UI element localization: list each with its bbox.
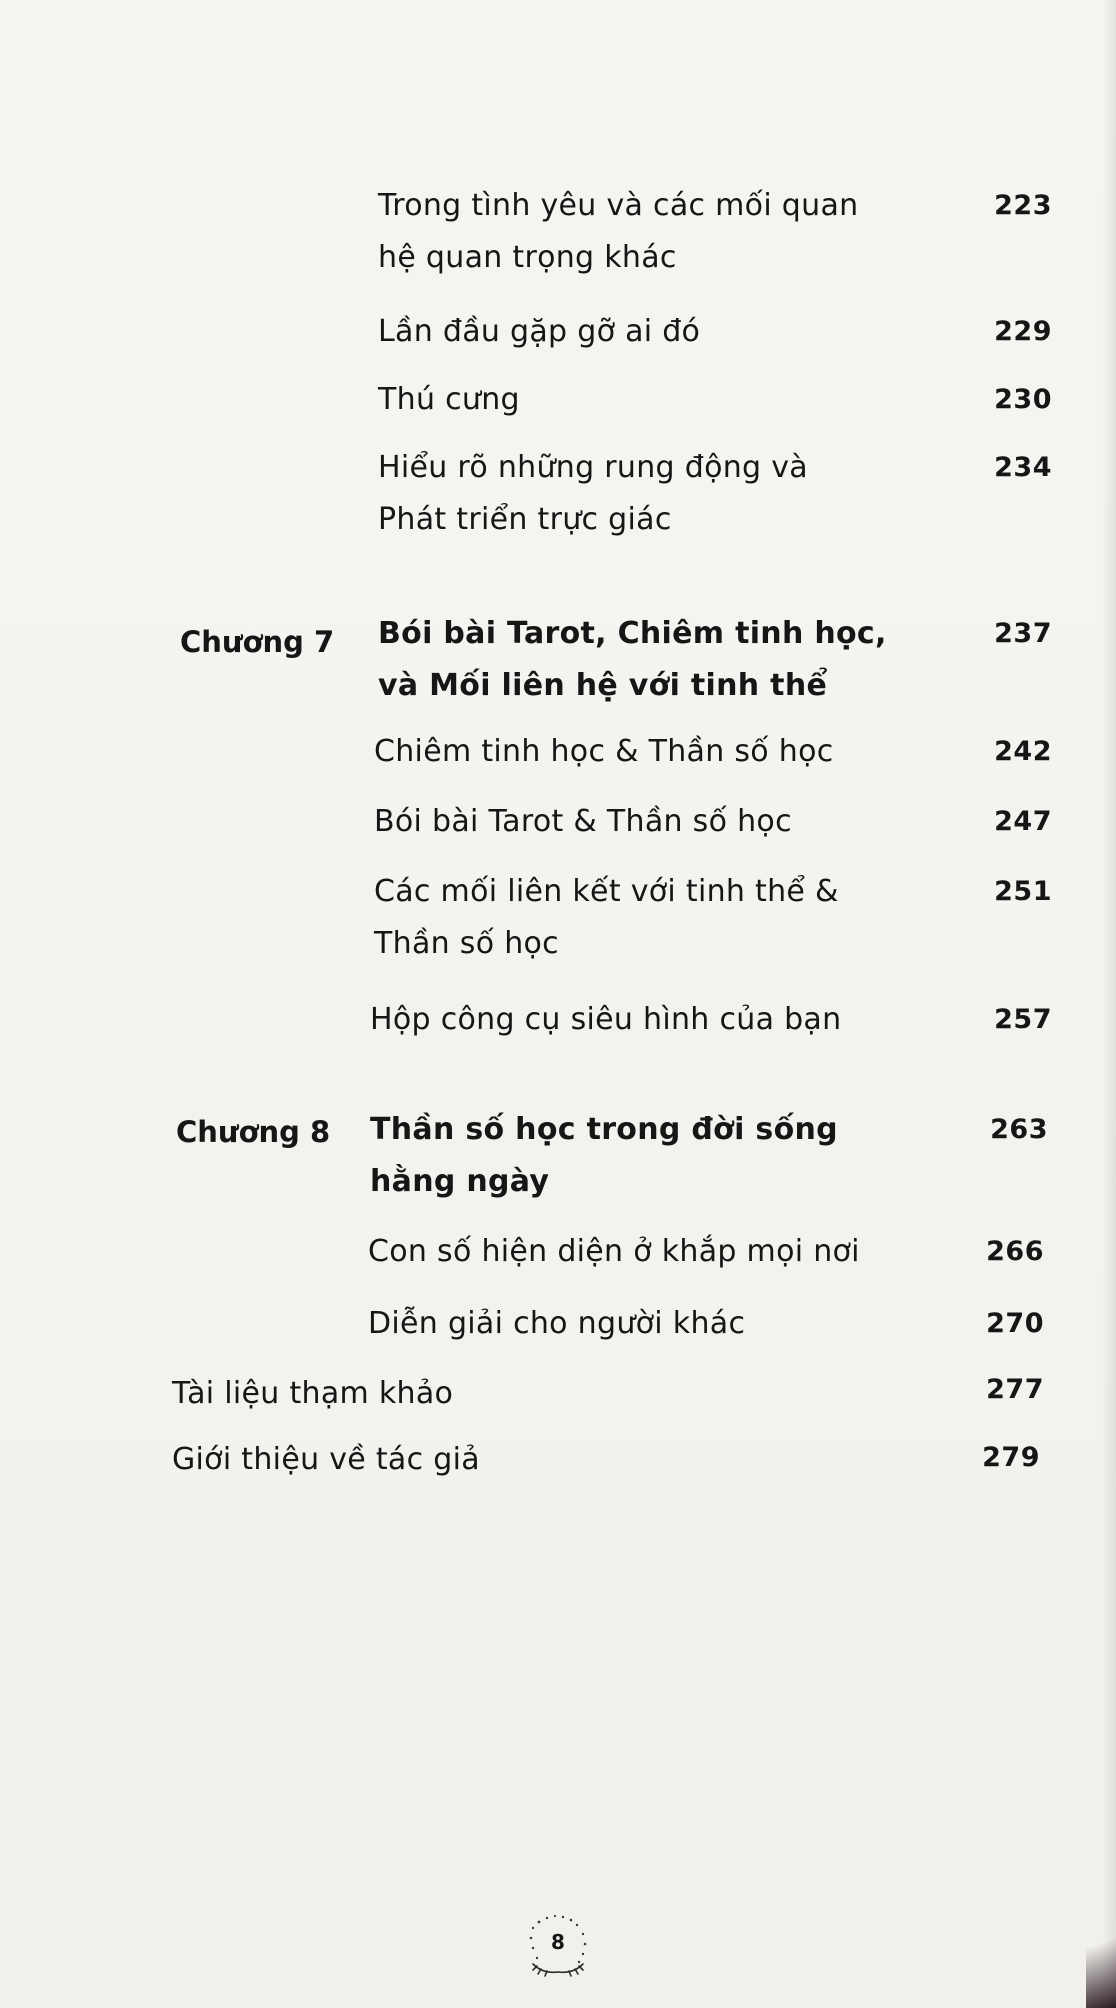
- chapter-label: Chương 7: [180, 625, 335, 659]
- entry-title-line: Phát triển trực giác: [378, 502, 672, 537]
- entry-page-number: 230: [994, 384, 1052, 415]
- entry-title-line: Thú cưng: [378, 382, 520, 417]
- entry-title-line: Con số hiện diện ở khắp mọi nơi: [368, 1234, 860, 1269]
- chapter-title-line: và Mối liên hệ với tinh thể: [378, 668, 828, 703]
- entry-page-number: 270: [986, 1308, 1044, 1339]
- chapter-label: Chương 8: [176, 1115, 331, 1149]
- entry-title-line: Thần số học: [374, 926, 559, 961]
- entry-page-number: 247: [994, 806, 1052, 837]
- entry-page-number: 279: [982, 1442, 1040, 1473]
- entry-title-line: Diễn giải cho người khác: [368, 1306, 746, 1341]
- entry-page-number: 263: [990, 1114, 1048, 1145]
- entry-page-number: 229: [994, 316, 1052, 347]
- entry-title-line: Tài liệu thạm khảo: [172, 1376, 454, 1411]
- page-edge-shadow: [1102, 0, 1116, 2008]
- chapter-title-line: Bói bài Tarot, Chiêm tinh học,: [378, 616, 887, 651]
- entry-title-line: Chiêm tinh học & Thần số học: [374, 734, 834, 769]
- entry-title-line: Hiểu rõ những rung động và: [378, 450, 808, 485]
- page-number: 8: [551, 1930, 565, 1954]
- chapter-title-line: Thần số học trong đời sống: [370, 1112, 838, 1147]
- entry-page-number: 251: [994, 876, 1052, 907]
- entry-page-number: 257: [994, 1004, 1052, 1035]
- entry-page-number: 266: [986, 1236, 1044, 1267]
- entry-title-line: hệ quan trọng khác: [378, 240, 677, 275]
- entry-title-line: Hộp công cụ siêu hình của bạn: [370, 1002, 842, 1037]
- entry-page-number: 277: [986, 1374, 1044, 1405]
- entry-page-number: 234: [994, 452, 1052, 483]
- entry-page-number: 237: [994, 618, 1052, 649]
- entry-title-line: Trong tình yêu và các mối quan: [378, 188, 859, 223]
- entry-page-number: 223: [994, 190, 1052, 221]
- page-number-ornament: [503, 1908, 613, 1988]
- entry-page-number: 242: [994, 736, 1052, 767]
- chapter-title-line: hằng ngày: [370, 1164, 550, 1199]
- entry-title-line: Lần đầu gặp gỡ ai đó: [378, 314, 701, 349]
- entry-title-line: Giới thiệu về tác giả: [172, 1442, 480, 1477]
- page-corner-shadow: [1086, 1918, 1116, 2008]
- entry-title-line: Các mối liên kết với tinh thể &: [374, 874, 839, 909]
- entry-title-line: Bói bài Tarot & Thần số học: [374, 804, 792, 839]
